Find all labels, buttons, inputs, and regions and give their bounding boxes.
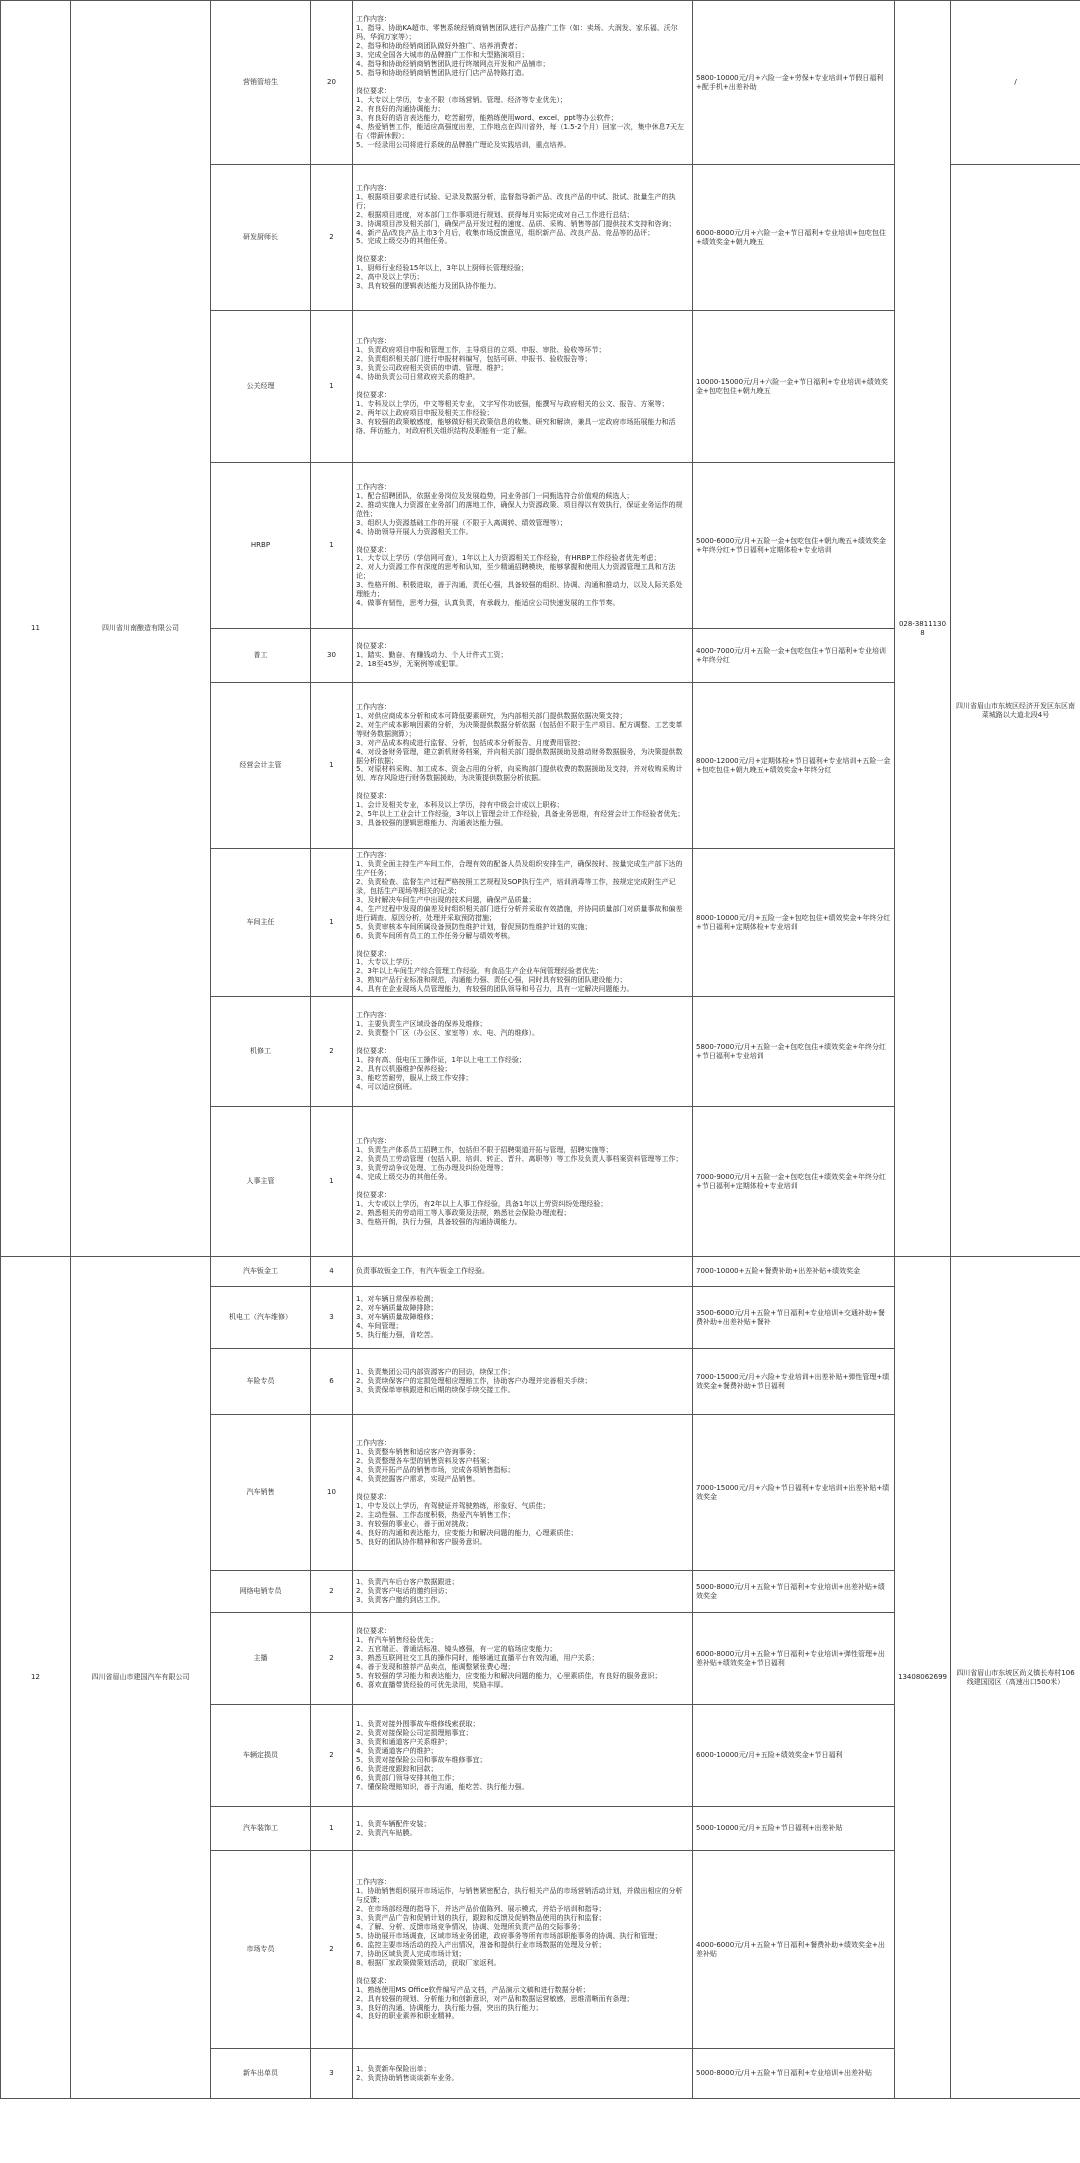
paragraph-gap <box>356 941 689 950</box>
requirement-line: 1、负责汽车后台客户数据跟进； <box>356 1578 459 1587</box>
requirement-line: 岗位要求： <box>356 1976 391 1985</box>
job-title: 车间主任 <box>211 849 311 997</box>
requirement-line: 4、可以适应倒班。 <box>356 1083 417 1092</box>
requirement-line: 岗位要求： <box>356 545 391 554</box>
job-requirements <box>353 165 693 311</box>
requirement-line: 3、熟知产品行业标准和规范，沟通能力强、责任心强，同时具有较强的团队建设能力； <box>356 976 627 985</box>
job-requirements <box>353 1851 693 2049</box>
requirement-line: 1、有汽车销售经验优先； <box>356 1636 438 1645</box>
headcount: 1 <box>311 463 353 629</box>
headcount: 2 <box>311 1851 353 2049</box>
salary-benefits: 7000-15000元/月+六险+节日福利+专业培训+出差补贴+绩效奖金 <box>693 1415 895 1571</box>
salary-benefits: 4000-7000元/月+五险一金+包吃包住+节日福利+专业培训+年终分红 <box>693 629 895 683</box>
job-requirements <box>353 311 693 463</box>
requirement-line: 2、负责整个厂区（办公区、家室等）水、电、汽的维修）。 <box>356 1029 539 1038</box>
company-name: 四川省川南酿造有限公司 <box>71 1 211 1257</box>
paragraph-gap <box>356 783 689 792</box>
paragraph-gap <box>356 246 689 255</box>
requirement-line: 2、负责对接保险公司定损理赔事宜； <box>356 1728 473 1737</box>
requirement-line: 2、熟悉相关的劳动用工等人事政策及法规，熟悉社会保险办理流程； <box>356 1208 571 1217</box>
requirement-line: 岗位要求： <box>356 1492 391 1501</box>
requirement-line: 2、负责协助销售谈谈新车业务。 <box>356 2073 459 2082</box>
requirement-line: 5、完成上级交办的其他任务。 <box>356 237 452 246</box>
requirement-line: 岗位要求： <box>356 391 391 399</box>
requirement-line: 1、负责政府项目申报和管理工作，主导项目的立项、申报、审批、验收等环节； <box>356 346 606 355</box>
requirement-line: 4、具有在企业现场人员管理能力，有较强的团队领导和号召力，具有一定解决问题能力。 <box>356 985 634 994</box>
job-title: 普工 <box>211 629 311 683</box>
requirement-line: 负责事故钣金工作，有汽车钣金工作经验。 <box>356 1267 489 1276</box>
table-row <box>1 1 1080 165</box>
requirement-line: 2、有良好的沟通协调能力； <box>356 104 445 113</box>
salary-benefits: 7000-15000元/月+六险+专业培训+出差补贴+弹性管理+绩效奖金+餐费补助+节日福利 <box>693 1349 895 1415</box>
salary-benefits: 6000-10000元/月+五险+绩效奖金+节日福利 <box>693 1705 895 1807</box>
job-requirements <box>353 1257 693 1287</box>
requirement-line: 2、负责续保客户的定损处理相应理赔工作，协助客户办理并完善相关手续； <box>356 1377 592 1386</box>
requirement-line: 5、指导和协助经销商销售团队进行门店产品特陈打造。 <box>356 69 529 78</box>
salary-benefits: 5000-6000元/月+五险一金+包吃包住+朝九晚五+绩效奖金+年终分红+节日福利+定期体检+专业培训 <box>693 463 895 629</box>
requirement-line: 4、热爱销售工作，能适应高强度出差，工作地点在四川省外，每（1.5-2个月）回家一次，集中休息7天左右（带薪休假）； <box>356 122 685 140</box>
requirement-line: 2、具有较强的规划、分析能力和创新意识，对产品和数据运营敏感，思维清晰而有条理； <box>356 1994 634 2003</box>
requirement-line: 3、性格开朗，执行力强，具备较强的沟通协调能力。 <box>356 1217 522 1226</box>
requirement-line: 4、良好的沟通和表达能力，应变能力和解决问题的能力，心理素质佳； <box>356 1528 578 1537</box>
job-title: 新车出单员 <box>211 2049 311 2099</box>
requirement-line: 5、负责审核本车间所属设备预防性维护计划，督促预防性维护计划的实施； <box>356 922 592 931</box>
requirement-line: 3、负责保单审核跟进和后期的续保手续交接工作。 <box>356 1386 515 1395</box>
headcount: 2 <box>311 1613 353 1705</box>
table-row <box>1 1257 1080 1287</box>
job-title: 机电工（汽车维修） <box>211 1287 311 1349</box>
requirement-line: 5、良好的团队协作精神和客户服务意识。 <box>356 1537 487 1546</box>
requirement-line: 工作内容： <box>356 15 391 24</box>
job-title: 市场专员 <box>211 1851 311 2049</box>
salary-benefits: 5000-10000元/月+五险+节日福利+出差补贴 <box>693 1807 895 1851</box>
requirement-line: 8、根据厂家政策做策划活动，获取厂家返利。 <box>356 1958 501 1967</box>
requirement-line: 3、具备较强的逻辑思维能力、沟通表达能力强。 <box>356 819 508 828</box>
requirement-line: 4、做事有韧性，思考力强，认真负责，有承载力，能适应公司快速发展的工作节奏。 <box>356 599 620 608</box>
requirement-line: 工作内容： <box>356 1011 391 1020</box>
requirement-line: 3、有较强的事业心，善于面对挑战； <box>356 1519 473 1528</box>
requirement-line: 5、有较强的学习能力和表达能力，应变能力和解决问题的能力，心里素质佳，有良好的服务意识； <box>356 1672 662 1681</box>
job-title: 研发厨师长 <box>211 165 311 311</box>
work-address: 四川省眉山市东坡区经济开发区东区南菜城路以大道北段4号 <box>951 165 1080 1257</box>
requirement-line: 3、协调项目涉及相关部门，确保产品开发过程的速度、品质、采购、销售等部门提供技术支持和咨询； <box>356 219 676 228</box>
requirement-line: 3、负责开拓产品的销售市场，完成各项销售指标； <box>356 1465 515 1474</box>
headcount: 10 <box>311 1415 353 1571</box>
requirement-line: 2、具有以机器维护保养经验； <box>356 1065 452 1074</box>
job-title: 车险专员 <box>211 1349 311 1415</box>
requirement-line: 2、负责整理各车型的销售资料及客户档案； <box>356 1456 494 1465</box>
contact-phone: 13408062699 <box>895 1257 951 2099</box>
requirement-line: 1、大专以上学历； <box>356 958 417 967</box>
requirement-line: 1、负责集团公司内部资源客户的回访，续保工作； <box>356 1368 515 1377</box>
requirement-line: 4、对设备财务管理，建立新机财务档案，并向相关部门提供数据援助及推动财务数据服务，为决策提供数据分析依据； <box>356 747 683 765</box>
requirement-line: 4、生产过程中发现的偏差及时组织相关部门进行分析并采取有效措施，并协同质量部门对质量事故和偏差进行调查、原因分析，处理并采取预防措施； <box>356 904 683 922</box>
requirement-line: 1、负责新车保险出单； <box>356 2064 431 2073</box>
headcount: 1 <box>311 311 353 463</box>
requirement-line: 2、两年以上政府项目申报及相关工作经验； <box>356 408 494 417</box>
requirement-line: 1、中专及以上学历，有驾驶证并驾驶熟练，形象好、气质佳； <box>356 1501 550 1510</box>
requirement-line: 岗位要求： <box>356 87 391 95</box>
requirement-line: 1、踏实、勤奋、有赚钱动力、个人计件式工资； <box>356 651 508 660</box>
requirement-line: 1、负责生产体系员工招聘工作，包括但不限于招聘渠道开拓与管理，招聘实施等； <box>356 1145 613 1154</box>
requirement-line: 2、对人力资源工作有深度的思考和认知，至少精通招聘模块，能够掌握和使用人力资源管理工具和方法论； <box>356 563 676 581</box>
company-number: 11 <box>1 1 71 1257</box>
requirement-line: 1、专科及以上学历，中文等相关专业，文字写作功底强，能撰写与政府相关的公文、报告、方案等； <box>356 399 669 408</box>
requirement-line: 2、负责检查、监督生产过程严格按照工艺规程及SOP执行生产，培训消毒等工作，按规定完成附生产记录，包括生产现场等相关的记录； <box>356 877 676 895</box>
requirement-line: 2、负责客户电话的邀约回访； <box>356 1587 452 1596</box>
requirement-line: 3、完成全国各大城市的品牌推广工作和大型路演项目； <box>356 51 529 60</box>
requirement-line: 工作内容： <box>356 1137 391 1145</box>
job-requirements <box>353 1287 693 1349</box>
job-title: 汽车装饰工 <box>211 1807 311 1851</box>
requirement-line: 3、负责客户邀约到店工作。 <box>356 1596 445 1605</box>
requirement-line: 2、五官端正、普通话标准、镜头感强，有一定的临场应变能力； <box>356 1645 557 1654</box>
requirement-line: 3、良好的沟通、协调能力，执行能力强，突出的执行能力； <box>356 2003 543 2012</box>
requirement-line: 岗位要求： <box>356 1047 391 1056</box>
job-title: 人事主管 <box>211 1107 311 1257</box>
job-requirements <box>353 463 693 629</box>
requirement-line: 2、推动实施人力资源在业务部门的落地工作，确保人力资源政策、项目得以有效执行，保证业务运作的规范性； <box>356 500 683 518</box>
job-title: 汽车钣金工 <box>211 1257 311 1287</box>
requirement-line: 2、高中及以上学历； <box>356 273 424 282</box>
requirement-line: 2、负责员工劳动管理（包括入职、培训、转正、晋升、离职等）等工作及负责人事档案资料管理等工作； <box>356 1154 683 1163</box>
job-title: 汽车销售 <box>211 1415 311 1571</box>
headcount: 2 <box>311 165 353 311</box>
paragraph-gap <box>356 1182 689 1191</box>
requirement-line: 3、负责产品广告和促销计划的执行，跟踪和反馈及促销物品使用的执行和监督； <box>356 1913 606 1922</box>
salary-benefits: 5000-8000元/月+五险+节日福利+专业培训+出差补贴 <box>693 2049 895 2099</box>
requirement-line: 4、完成上级交办的其他任务。 <box>356 1172 452 1181</box>
requirement-line: 工作内容： <box>356 1878 391 1887</box>
requirement-line: 5、执行能力强，肯吃苦。 <box>356 1331 438 1340</box>
job-title: 机修工 <box>211 997 311 1107</box>
requirement-line: 6、喜欢直播带货经验的可优先录用，奖励丰厚。 <box>356 1681 508 1690</box>
paragraph-gap <box>356 78 689 87</box>
headcount: 2 <box>311 1571 353 1613</box>
requirement-line: 3、具有较强的逻辑表达能力及团队协作能力。 <box>356 282 501 291</box>
job-title: 公关经理 <box>211 311 311 463</box>
paragraph-gap <box>356 382 689 391</box>
requirement-line: 1、协助销售组织展开市场运作，与销售紧密配合，执行相关产品的市场营销活动计划，并做出相应的分析与反馈； <box>356 1887 683 1905</box>
requirement-line: 4、负责通道客户的维护； <box>356 1746 438 1755</box>
requirement-line: 3、有良好的语言表达能力，吃苦耐劳，能熟练使用word、excel、ppt等办公软件； <box>356 113 618 122</box>
requirement-line: 3、负责劳动争议处理、工伤办理及纠纷处理等； <box>356 1163 508 1172</box>
requirement-line: 工作内容： <box>356 183 391 192</box>
salary-benefits: 5000-8000元/月+五险+节日福利+专业培训+出差补贴+绩效奖金 <box>693 1571 895 1613</box>
requirement-line: 岗位要求： <box>356 642 391 651</box>
requirement-line: 1、主要负责生产区域设备的保养及维修； <box>356 1020 487 1029</box>
headcount: 3 <box>311 2049 353 2099</box>
requirement-line: 5、一经录用公司将进行系统的品牌推广理论及实践培训，重点培养。 <box>356 140 571 149</box>
requirement-line: 1、配合招聘团队，依据业务岗位及发展趋势，同业务部门一同甄选符合价值观的候选人； <box>356 491 634 500</box>
requirement-line: 4、协助负责公司日常政府关系的维护。 <box>356 373 480 382</box>
requirement-line: 6、负责部门领导安排其他工作； <box>356 1773 459 1782</box>
job-requirements <box>353 997 693 1107</box>
headcount: 2 <box>311 1705 353 1807</box>
salary-benefits: 6000-8000元/月+六险一金+节日福利+专业培训+包吃包住+绩效奖金+朝九晚五 <box>693 165 895 311</box>
contact-phone: 028-38111308 <box>895 1 951 1257</box>
requirement-line: 1、指导、协助KA超市、零售系统经销商销售团队进行产品推广工作（如：卖场、大润发、家乐福、沃尔玛、华润万家等）； <box>356 24 678 42</box>
salary-benefits: 3500-6000元/月+五险+节日福利+专业培训+交通补助+餐费补助+出差补贴+餐补 <box>693 1287 895 1349</box>
headcount: 20 <box>311 1 353 165</box>
requirement-line: 3、对产品成本构成进行监督、分析，包括成本分析报告、月度费用管控； <box>356 738 585 747</box>
requirement-line: 工作内容： <box>356 482 391 491</box>
job-title: 网络电销专员 <box>211 1571 311 1613</box>
requirement-line: 5、负责对接保险公司和事故车维修事宜； <box>356 1755 487 1764</box>
headcount: 6 <box>311 1349 353 1415</box>
job-requirements <box>353 1705 693 1807</box>
job-requirements <box>353 1107 693 1257</box>
salary-benefits: 8000-12000元/月+定期体检+节日福利+专业培训+五险一金+包吃包住+朝九晚五+绩效奖金+年终分红 <box>693 683 895 849</box>
requirement-line: 2、3年以上车间生产综合管理工作经验，有食品生产企业车间管理经验者优先； <box>356 967 603 976</box>
requirement-line: 4、良好的职业素养和职业精神。 <box>356 2012 459 2021</box>
job-requirements <box>353 2049 693 2099</box>
job-requirements <box>353 1415 693 1571</box>
requirement-line: 2、18至45岁，无案例等或犯罪。 <box>356 659 463 668</box>
requirement-line: 2、根据项目进度，对本部门工作事项进行规划、获得每月实际完成对自己工作进行总结； <box>356 210 634 219</box>
job-title: HRBP <box>211 463 311 629</box>
job-requirements <box>353 629 693 683</box>
requirement-line: 1、会计及相关专业，本科及以上学历，持有中级会计或以上职称； <box>356 801 564 810</box>
job-requirements <box>353 683 693 849</box>
requirement-line: 岗位要求： <box>356 1627 391 1636</box>
requirement-line: 1、熟练使用MS Office软件编写产品文档，产品演示文稿和进行数据分析； <box>356 1985 590 1994</box>
work-address-empty: / <box>951 1 1080 165</box>
requirement-line: 7、协助区域负责人完成市场计划； <box>356 1949 466 1958</box>
salary-benefits: 7000-9000元/月+五险一金+包吃包住+绩效奖金+年终分红+节日福利+定期体检+专业培训 <box>693 1107 895 1257</box>
requirement-line: 3、组织人力资源基础工作的开展（不限于入离调转、绩效管理等）； <box>356 518 567 527</box>
requirement-line: 2、5年以上工业会计工作经验，3年以上管理会计工作经验，具备业务思维，有经营会计工作经验者优先； <box>356 810 685 819</box>
requirement-line: 1、负责车辆配件安装； <box>356 1819 431 1828</box>
requirement-line: 2、负责汽车贴膜。 <box>356 1828 417 1837</box>
requirement-line: 1、根据项目要求进行试验、记录及数据分析，监督指导新产品、改良产品的中试、批试、批量生产的执行； <box>356 192 676 210</box>
requirement-line: 6、负责车间所有员工的工作任务分解与绩效考核。 <box>356 931 515 940</box>
headcount: 2 <box>311 997 353 1107</box>
salary-benefits: 7000-10000+五险+餐费补助+出差补贴+绩效奖金 <box>693 1257 895 1287</box>
requirement-line: 岗位要求： <box>356 949 391 958</box>
requirement-line: 1、负责对接外围事故车维修线索获取； <box>356 1719 480 1728</box>
salary-benefits: 5800-10000元/月+六险一金+劳保+专业培训+节假日福利+配手机+出差补助 <box>693 1 895 165</box>
job-title: 营销管培生 <box>211 1 311 165</box>
job-title: 经营会计主管 <box>211 683 311 849</box>
requirement-line: 2、在市场部经理的指导下，并达产品价值陈列、展示模式，并给予培训和指导； <box>356 1905 606 1913</box>
requirement-line: 3、能吃苦耐劳，服从上级工作安排； <box>356 1074 473 1083</box>
requirement-line: 3、负责和通道客户关系维护； <box>356 1737 452 1746</box>
paragraph-gap <box>356 1038 689 1047</box>
requirement-line: 2、指导和协助经销商团队做好外推广、培养消费者； <box>356 42 522 51</box>
requirement-line: 1、大专以上学历，专业不限（市场营销、管理、经济等专业优先）； <box>356 95 567 104</box>
requirement-line: 5、协助展开市场调查，区域市场业务团建，政府事务等所有市场部职能事务的协调、执行和管理； <box>356 1931 662 1940</box>
requirement-line: 1、厨师行业经验15年以上，3年以上厨师长管理经验； <box>356 264 528 273</box>
salary-benefits: 6000-8000元/月+五险+节日福利+专业培训+弹性管理+出差补贴+绩效奖金+节日福利 <box>693 1613 895 1705</box>
requirement-line: 2、对生产成本影响因素的分析，为决策提供数据分析依据（包括但不限于生产项目、配方调整、工艺变革等财务数据测算）； <box>356 720 683 738</box>
requirement-line: 岗位要求： <box>356 255 391 264</box>
headcount: 1 <box>311 849 353 997</box>
job-title: 主播 <box>211 1613 311 1705</box>
requirement-line: 3、性格开朗、积极进取，善于沟通，责任心强，具备较强的组织、协调、沟通和推动力，以及人际关系处理能力； <box>356 581 683 599</box>
headcount: 4 <box>311 1257 353 1287</box>
job-requirements <box>353 1613 693 1705</box>
requirement-line: 1、对车辆日常保养检测； <box>356 1295 438 1304</box>
salary-benefits: 8000-10000元/月+五险一金+包吃包住+绩效奖金+年终分红+节日福利+定期体检+专业培训 <box>693 849 895 997</box>
requirement-line: 1、负责全面主持生产车间工作，合理有效的配备人员及组织安排生产，确保按时、按量完成生产部下达的生产任务； <box>356 859 683 877</box>
requirement-line: 1、持有高、低电压工操作证，1年以上电工工作经验； <box>356 1056 526 1065</box>
job-requirements <box>353 849 693 997</box>
job-requirements <box>353 1807 693 1851</box>
requirement-line: 4、了解、分析、反馈市场竞争情况，协调、处理所负责产品的交际事务； <box>356 1922 585 1931</box>
requirement-line: 6、监控主要市场活动的投入产出情况，准备和提供行业市场数据的处理及分析； <box>356 1940 606 1949</box>
requirement-line: 5、对原材料采购、加工成本、资金占用的分析，向采购部门提供收费的数据援助及支持，并对收购采购计划、库存风险进行财务数据援助，为决策提供数据分析依据。 <box>356 765 683 783</box>
requirement-line: 4、善于发现和推荐产品卖点，能调整紧张费心理； <box>356 1663 515 1672</box>
requirement-line: 3、熟悉互联网社交工具的操作同时，能够通过直播平台有效沟通，用户关系； <box>356 1654 599 1663</box>
requirement-line: 1、对供应商成本分析和成本可降低要素研究，为内部相关部门提供数据依据决策支持； <box>356 711 627 720</box>
requirement-line: 4、负责挖掘客户需求，实现产品销售。 <box>356 1474 480 1483</box>
requirement-line: 1、大专以上学历（学信网可查），1年以上人力资源相关工作经验，有HRBP工作经验者优先考虑； <box>356 554 661 563</box>
paragraph-gap <box>356 537 689 546</box>
requirement-line: 2、对车辆质量故障排除； <box>356 1304 438 1313</box>
job-title: 车辆定损员 <box>211 1705 311 1807</box>
job-requirements <box>353 1571 693 1613</box>
requirement-line: 工作内容： <box>356 1439 391 1448</box>
requirement-line: 4、车间管理； <box>356 1322 403 1331</box>
requirement-line: 工作内容： <box>356 851 391 859</box>
requirement-line: 工作内容： <box>356 337 391 346</box>
requirement-line: 6、负责进度跟踪和回款； <box>356 1764 438 1773</box>
job-requirements <box>353 1349 693 1415</box>
requirement-line: 1、负责整车销售和适应客户咨询事务； <box>356 1448 480 1456</box>
headcount: 30 <box>311 629 353 683</box>
headcount: 1 <box>311 1807 353 1851</box>
requirement-line: 岗位要求： <box>356 1190 391 1199</box>
requirement-line: 3、负责公司政府相关资质的申请、管理、维护； <box>356 364 508 373</box>
salary-benefits: 10000-15000元/月+六险一金+节日福利+专业培训+绩效奖金+包吃包住+朝九晚五 <box>693 311 895 463</box>
work-address: 四川省眉山市东坡区尚义镇长寿村106线建国园区（高速出口500米） <box>951 1257 1080 2099</box>
requirement-line: 2、负责组织相关部门进行申报材料编写，包括可研、申报书、验收报告等； <box>356 355 592 364</box>
headcount: 3 <box>311 1287 353 1349</box>
requirement-line: 岗位要求： <box>356 792 391 801</box>
requirement-line: 4、协助领导开展人力资源相关工作。 <box>356 527 473 536</box>
job-requirements <box>353 1 693 165</box>
requirement-line: 工作内容： <box>356 702 391 711</box>
salary-benefits: 5800-7000元/月+五险一金+包吃包住+绩效奖金+年终分红+节日福利+专业培训 <box>693 997 895 1107</box>
requirement-line: 1、大专或以上学历，有2年以上人事工作经验，具备1年以上劳资纠纷处理经验； <box>356 1199 608 1208</box>
headcount: 1 <box>311 1107 353 1257</box>
company-name: 四川省眉山市建国汽车有限公司 <box>71 1257 211 2099</box>
requirement-line: 3、有较强的政策敏感度，能够做好相关政策信息的收集、研究和解读，兼具一定政府市场拓展能力和活络、拜访能力，对政府机关组织结构及职能有一定了解。 <box>356 417 676 435</box>
requirement-line: 2、主动性强、工作态度积极，热爱汽车销售工作； <box>356 1510 515 1519</box>
paragraph-gap <box>356 1484 689 1493</box>
paragraph-gap <box>356 1968 689 1977</box>
job-table-body <box>1 1 1080 2099</box>
company-number: 12 <box>1 1257 71 2099</box>
requirement-line: 4、新产品/改良产品上市3个月后，收集市场反馈意见，组织新产品、改良产品、竞品等的品评； <box>356 228 655 237</box>
requirement-line: 7、懂保险理赔知识，善于沟通，能吃苦、执行能力强。 <box>356 1782 529 1791</box>
requirement-line: 3、对车辆质量故障维修； <box>356 1313 438 1322</box>
requirement-line: 3、及时解决车间生产中出现的技术问题，确保产品质量； <box>356 895 536 904</box>
salary-benefits: 4000-6000元/月+五险+节日福利+餐费补助+绩效奖金+出差补贴 <box>693 1851 895 2049</box>
headcount: 1 <box>311 683 353 849</box>
requirement-line: 4、指导和协助经销商销售团队进行终端网点开发和产品铺市； <box>356 60 550 69</box>
